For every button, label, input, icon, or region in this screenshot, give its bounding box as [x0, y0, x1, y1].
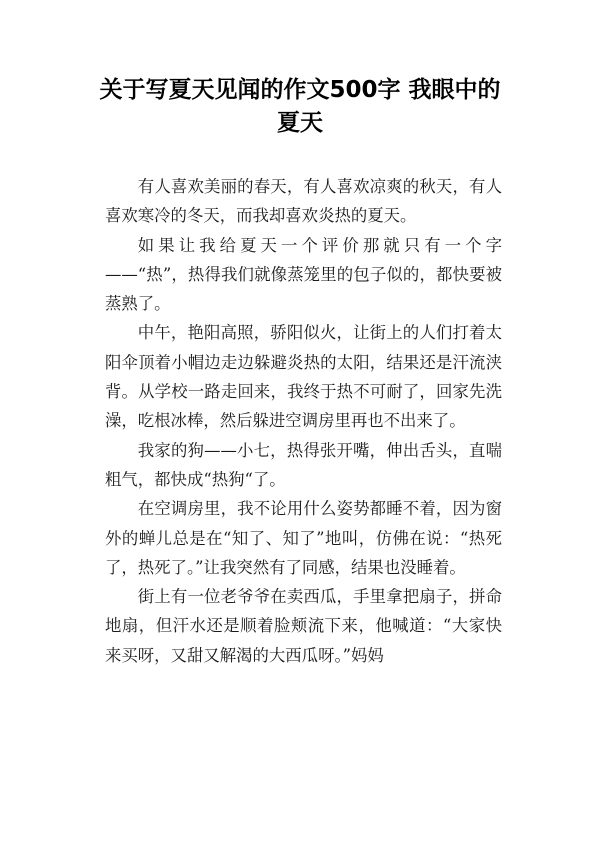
paragraph: 在空调房里，我不论用什么姿势都睡不着，因为窗外的蝉儿总是在“知了、知了”地叫，仿佛在说：“热死了，热死了。”让我突然有了同感，结果也没睡着。 — [105, 499, 502, 577]
paragraph: 有人喜欢美丽的春天，有人喜欢凉爽的秋天，有人喜欢寒冷的冬天，而我却喜欢炎热的夏天。 — [105, 177, 502, 226]
paragraph: 如果让我给夏天一个评价那就只有一个字——“热”，热得我们就像蒸笼里的包子似的，都快要被蒸熟了。 — [105, 235, 502, 314]
paragraph: 街上有一位老爷爷在卖西瓜，手里拿把扇子，拼命地扇，但汗水还是顺着脸颊流下来，他喊道：“大家快来买呀，又甜又解渴的大西瓜呀。”妈妈 — [105, 587, 502, 665]
paragraph: 中午，艳阳高照，骄阳似火，让街上的人们打着太阳伞顶着小帽边走边躲避炎热的太阳，结果还是汗流浃背。从学校一路走回来，我终于热不可耐了，回家先洗澡，吃根冰棒，然后躲进空调房里再也不出来了。 — [105, 323, 502, 431]
document-title: 关于写夏天见闻的作文500字 我眼中的夏天 — [99, 77, 501, 136]
paragraph: 我家的狗——小七，热得张开嘴，伸出舌头，直喘粗气，都快成“热狗“了。 — [105, 440, 502, 489]
document-body — [105, 172, 502, 670]
